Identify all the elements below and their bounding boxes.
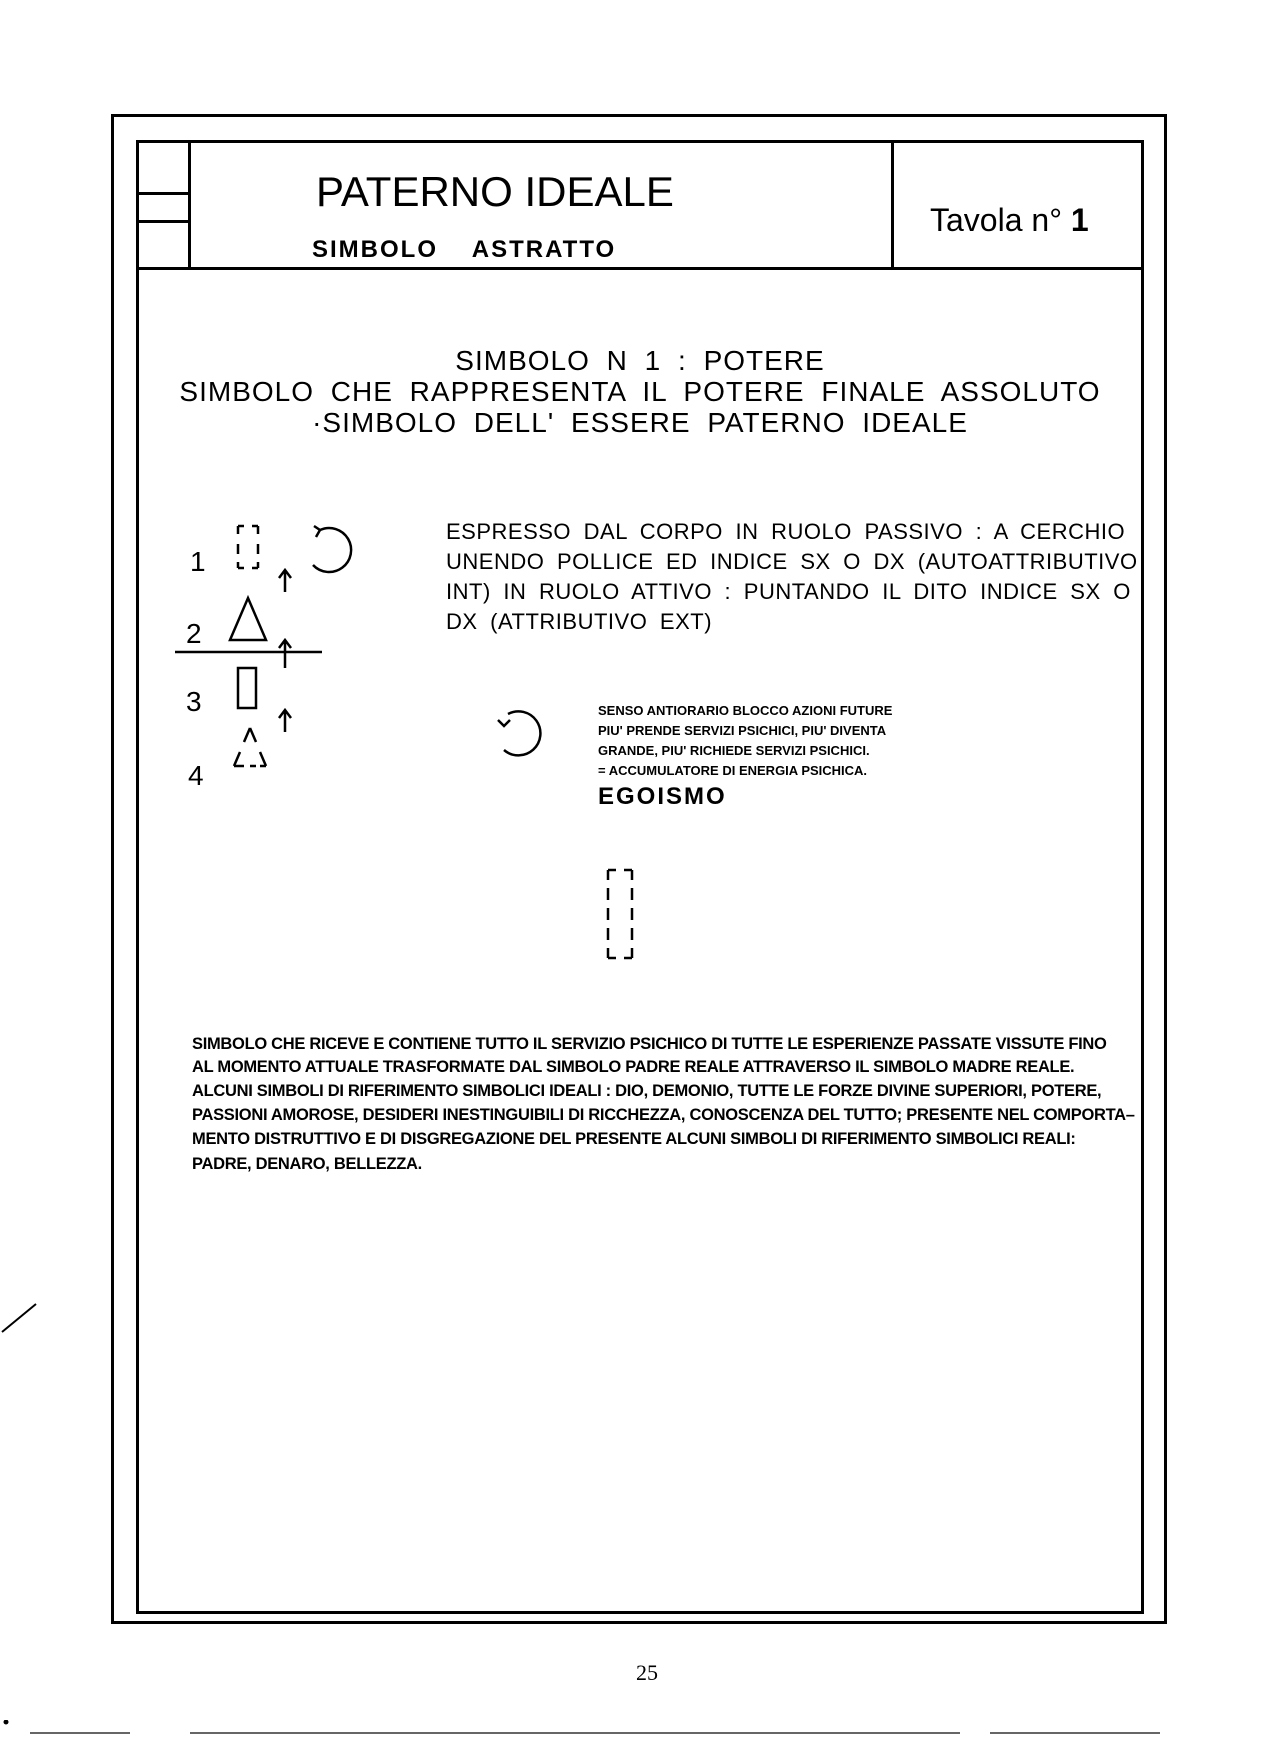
dashed-rectangle-icon <box>600 866 648 962</box>
heading-symbol-being: ·SIMBOLO DELL' ESSERE PATERNO IDEALE <box>312 407 968 438</box>
note-line: SENSO ANTIORARIO BLOCCO AZIONI FUTURE <box>598 703 893 718</box>
counterclockwise-circle-icon <box>486 700 550 764</box>
tavola-number: 1 <box>1070 202 1089 238</box>
tavola-text: Tavola n° <box>930 202 1062 238</box>
symbol-number-1: 1 <box>190 546 206 577</box>
note-line: = ACCUMULATORE DI ENERGIA PSICHICA. <box>598 763 868 778</box>
header-divider-left <box>188 140 191 270</box>
paragraph-line: SIMBOLO CHE RICEVE E CONTIENE TUTTO IL SERVIZIO PSICHICO DI TUTTE LE ESPERIENZE PASSATE VISSUTE FINO <box>192 1035 1107 1053</box>
paragraph-line: AL MOMENTO ATTUALE TRASFORMATE DAL SIMBOLO PADRE REALE ATTRAVERSO IL SIMBOLO MADRE REALE. <box>192 1058 1075 1076</box>
page-subtitle: SIMBOLO ASTRATTO <box>312 236 617 263</box>
paragraph-line: ALCUNI SIMBOLI DI RIFERIMENTO SIMBOLICI IDEALI : DIO, DEMONIO, TUTTE LE FORZE DIVINE SUPERIORI, POTERE, <box>192 1082 1102 1100</box>
scan-mark <box>0 1300 40 1340</box>
rectangle-icon <box>238 668 256 708</box>
paragraph-line: MENTO DISTRUTTIVO E DI DISGREGAZIONE DEL PRESENTE ALCUNI SIMBOLI DI RIFERIMENTO SIMBOLICI REALI: <box>192 1130 1076 1148</box>
triangle-icon <box>230 598 266 640</box>
symbol-diagram <box>170 510 390 800</box>
paragraph-line: PADRE, DENARO, BELLEZZA. <box>192 1155 422 1173</box>
page-title: PATERNO IDEALE <box>316 168 674 215</box>
arrow-up-icon <box>279 640 291 668</box>
dashed-triangle-icon <box>234 728 266 766</box>
header-tick-bottom <box>136 220 188 223</box>
bottom-scan-lines <box>0 1720 1275 1740</box>
counterclockwise-circle-icon <box>313 526 351 572</box>
symbol-number-2: 2 <box>186 618 202 649</box>
paragraph-line: PASSIONI AMOROSE, DESIDERI INESTINGUIBILI DI RICCHEZZA, CONOSCENZA DEL TUTTO; PRESENTE NEL COMPORTA– <box>192 1106 1135 1124</box>
note-line: GRANDE, PIU' RICHIEDE SERVIZI PSICHICI. <box>598 743 870 758</box>
heading-symbol-name: SIMBOLO N 1 : POTERE <box>455 345 825 376</box>
dashed-rectangle-icon <box>238 526 258 568</box>
arrow-up-icon <box>279 570 291 592</box>
description-line: ESPRESSO DAL CORPO IN RUOLO PASSIVO : A CERCHIO <box>446 519 1126 544</box>
symbol-number-4: 4 <box>188 760 204 791</box>
description-line: INT) IN RUOLO ATTIVO : PUNTANDO IL DITO INDICE SX O <box>446 579 1131 604</box>
egoismo-label: EGOISMO <box>598 783 727 810</box>
symbol-number-3: 3 <box>186 686 202 717</box>
arrow-up-icon <box>279 710 291 732</box>
tavola-label <box>930 202 1089 239</box>
description-line: UNENDO POLLICE ED INDICE SX O DX (AUTOATTRIBUTIVO <box>446 549 1138 574</box>
heading-symbol-meaning: SIMBOLO CHE RAPPRESENTA IL POTERE FINALE ASSOLUTO <box>179 376 1101 407</box>
header-divider-right <box>891 140 894 270</box>
header-tick-top <box>136 192 188 195</box>
note-line: PIU' PRENDE SERVIZI PSICHICI, PIU' DIVENTA <box>598 723 887 738</box>
description-line: DX (ATTRIBUTIVO EXT) <box>446 609 713 634</box>
page-number: 25 <box>636 1660 658 1685</box>
